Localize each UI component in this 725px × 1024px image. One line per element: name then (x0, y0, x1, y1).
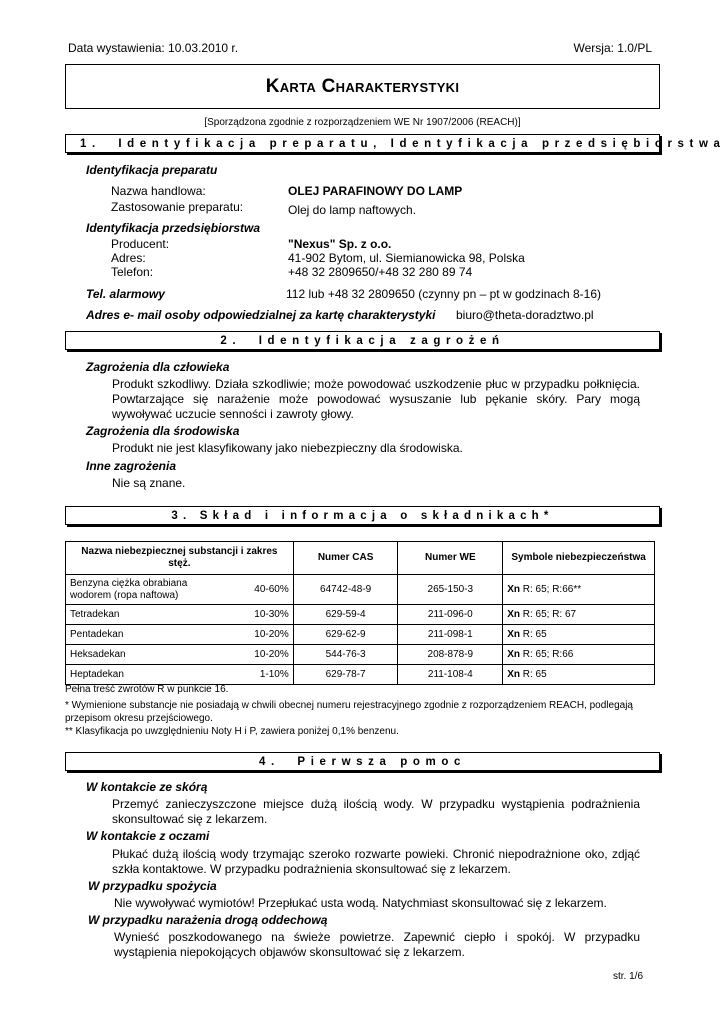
symbols-cell (503, 665, 655, 685)
we-cell: 208-878-9 (398, 645, 503, 665)
table-row (66, 665, 655, 685)
symbols-cell (503, 625, 655, 645)
ingestion-heading: W przypadku spożycia (88, 879, 217, 893)
eye-contact-text: Płukać dużą ilością wody trzymając szeroko rozwarte powieki. Chronić niepodrażnione oko, zdjąć szkła kontaktowe. W przypadku podrażnienia skonsultować się z lekarzem. (112, 847, 640, 876)
col-we: Numer WE (398, 542, 503, 575)
substance-cell (66, 575, 294, 605)
we-cell: 211-096-0 (398, 605, 503, 625)
substance-cell (66, 625, 294, 645)
section-4-heading: 4. Pierwsza pomoc (65, 752, 660, 771)
symbols-cell (503, 645, 655, 665)
use-value: Olej do lamp naftowych. (288, 203, 417, 217)
prep-id-heading: Identyfikacja preparatu (86, 163, 218, 177)
cas-cell: 629-62-9 (293, 625, 398, 645)
skin-contact-text: Przemyć zanieczyszczone miejsce dużą ilością wody. W przypadku wystąpienia podrażnienia skonsultować się z lekarzem. (112, 797, 640, 826)
ingestion-text: Nie wywoływać wymiotów! Przepłukać usta wodą. Natychmiast skonsultować się z lekarzem. (114, 896, 607, 910)
substance-range: 10-20% (254, 649, 289, 660)
section-3-heading: 3. Skład i informacja o składnikach* (65, 506, 660, 525)
trade-name: OLEJ PARAFINOWY DO LAMP (288, 184, 463, 198)
substance-range: 10-20% (254, 629, 289, 640)
symbols-cell (503, 575, 655, 605)
version: Wersja: 1.0/PL (573, 41, 652, 55)
emergency-value: 112 lub +48 32 2809650 (czynny pn – pt w godzinach 8-16) (286, 287, 601, 301)
producer-label: Producent: (111, 237, 170, 251)
col-cas: Numer CAS (293, 542, 398, 575)
page-number: str. 1/6 (612, 971, 643, 982)
phone-label: Telefon: (111, 265, 154, 279)
composition-table (65, 541, 655, 685)
inhalation-heading: W przypadku narażenia drogą oddechową (88, 913, 328, 927)
substance-name: Pentadekan (70, 629, 124, 640)
substance-cell (66, 665, 294, 685)
trade-name-label: Nazwa handlowa: (111, 184, 206, 198)
document-subtitle: [Sporządzona zgodnie z rozporządzeniem WE Nr 1907/2006 (REACH)] (204, 117, 521, 128)
symbols-cell (503, 605, 655, 625)
col-symbols: Symbole niebezpieczeństwa (503, 542, 655, 575)
other-hazards-text: Nie są znane. (112, 476, 186, 490)
skin-contact-heading: W kontakcie ze skórą (86, 780, 208, 794)
section-1-heading: 1. Identyfikacja preparatu, Identyfikacja przedsiębiorstwa (65, 134, 660, 153)
document-title: Karta Charakterystyki (265, 75, 460, 97)
cas-cell: 64742-48-9 (293, 575, 398, 605)
symbol-code: Xn (507, 584, 520, 595)
cas-cell: 544-76-3 (293, 645, 398, 665)
section-2-heading: 2. Identyfikacja zagrożeń (65, 331, 660, 350)
symbol-code: Xn (507, 649, 520, 660)
human-hazards-text: Produkt szkodliwy. Działa szkodliwie; może powodować uszkodzenie płuc w przypadku połknięcia. Powtarzające się narażenie może powodować wysuszanie lub pękanie skóry. Pary mogą wywoływać uczucie senności i zawroty głowy. (112, 377, 640, 421)
other-hazards-heading: Inne zagrożenia (86, 459, 177, 473)
email-value[interactable]: biuro@theta-doradztwo.pl (456, 308, 594, 322)
address-value: 41-902 Bytom, ul. Siemianowicka 98, Polska (288, 251, 525, 265)
address-label: Adres: (111, 251, 146, 265)
substance-name: Tetradekan (70, 609, 120, 620)
producer-value: "Nexus" Sp. z o.o. (288, 237, 392, 251)
r-phrases: R: 65; R:66** (519, 584, 582, 595)
substance-range: 10-30% (254, 609, 289, 620)
r-phrases: R: 65; R:66 (519, 649, 574, 660)
r-phrases: R: 65; R: 67 (519, 609, 577, 620)
substance-cell (66, 605, 294, 625)
we-cell: 211-108-4 (398, 665, 503, 685)
env-hazards-heading: Zagrożenia dla środowiska (86, 424, 240, 438)
email-label: Adres e- mail osoby odpowiedzialnej za kartę charakterystyki (86, 308, 436, 322)
classification-note: ** Klasyfikacja po uwzględnieniu Noty H i P, zawiera poniżej 0,1% benzenu. (65, 726, 399, 737)
table-row (66, 625, 655, 645)
symbol-code: Xn (507, 609, 520, 620)
table-row (66, 575, 655, 605)
issue-date: Data wystawienia: 10.03.2010 r. (68, 41, 239, 55)
table-row (66, 605, 655, 625)
substance-name: Heptadekan (70, 669, 124, 680)
substance-range: 1-10% (259, 669, 289, 680)
title-box (65, 64, 660, 109)
human-hazards-heading: Zagrożenia dla człowieka (86, 360, 230, 374)
cas-cell: 629-78-7 (293, 665, 398, 685)
r-phrases: R: 65 (519, 629, 547, 640)
substance-name: Benzyna ciężka obrabiana wodorem (ropa naftowa) (70, 577, 188, 601)
substance-name: Heksadekan (70, 649, 126, 660)
cas-cell: 629-59-4 (293, 605, 398, 625)
table-row (66, 645, 655, 665)
eye-contact-heading: W kontakcie z oczami (86, 829, 210, 843)
r-phrases-note: Pełna treść zwrotów R w punkcie 16. (65, 684, 229, 695)
col-substance: Nazwa niebezpiecznej substancji i zakres stęż. (66, 542, 294, 575)
substance-cell (66, 645, 294, 665)
company-id-heading: Identyfikacja przedsiębiorstwa (86, 221, 261, 235)
we-cell: 265-150-3 (398, 575, 503, 605)
env-hazards-text: Produkt nie jest klasyfikowany jako niebezpieczny dla środowiska. (112, 441, 463, 455)
table-header-row (66, 542, 655, 575)
phone-value: +48 32 2809650/+48 32 280 89 74 (288, 265, 473, 279)
we-cell: 211-098-1 (398, 625, 503, 645)
r-phrases: R: 65 (519, 669, 547, 680)
symbol-code: Xn (507, 629, 520, 640)
substance-range: 40-60% (254, 584, 289, 595)
inhalation-text: Wynieść poszkodowanego na świeże powietrze. Zapewnić ciepło i spokój. W przypadku wystąpienia niepokojących objawów skonsultować się z lekarzem. (114, 930, 640, 959)
emergency-label: Tel. alarmowy (86, 287, 165, 301)
symbol-code: Xn (507, 669, 520, 680)
use-label: Zastosowanie preparatu: (111, 200, 244, 214)
reach-note: * Wymienione substancje nie posiadają w chwili obecnej numeru rejestracyjnego zgodnie z rozporządzeniem REACH, podlegają przepisom okresu przejściowego. (65, 700, 633, 724)
